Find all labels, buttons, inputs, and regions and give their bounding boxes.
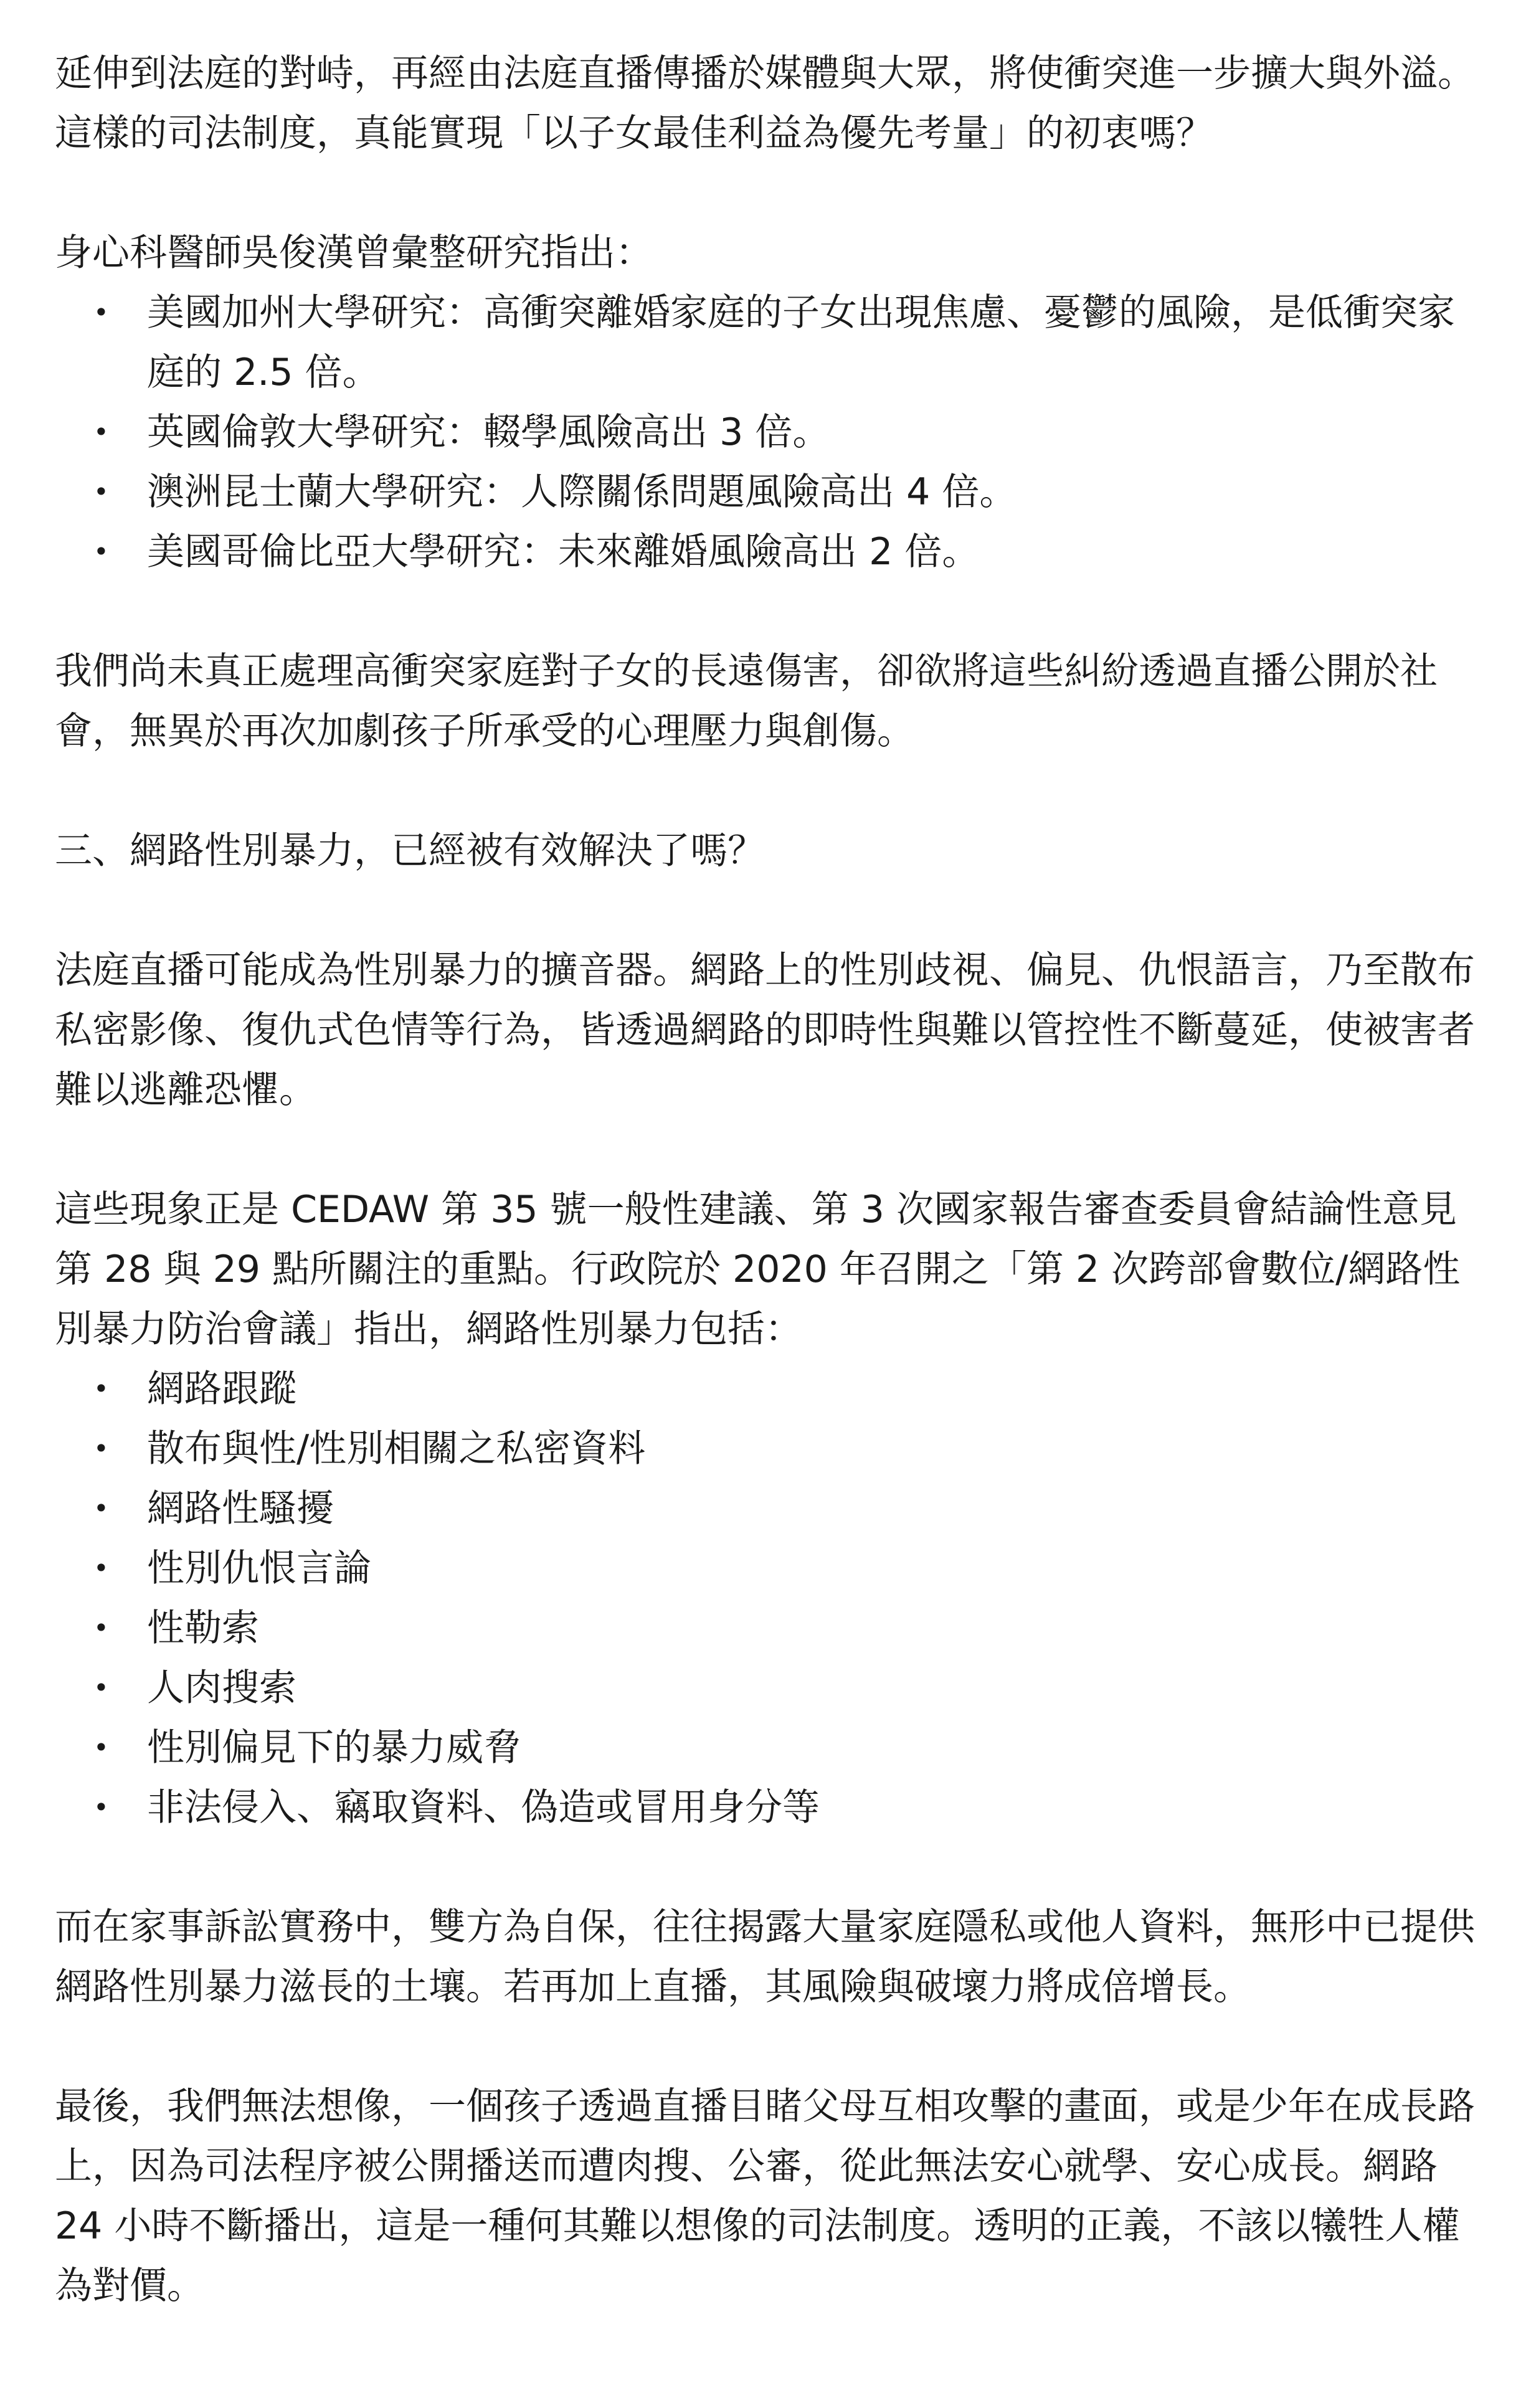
- list-item-text: 美國加州大學研究：高衝突離婚家庭的子女出現焦慮、憂鬱的風險，是低衝突家庭的 2.5 倍。: [147, 291, 1455, 394]
- list-item: [55, 1718, 1481, 1778]
- study-list: [55, 283, 1481, 582]
- list-item-text: 性別仇恨言論: [147, 1547, 371, 1590]
- paragraph-gap: [55, 2017, 1481, 2077]
- bullet-icon: •: [93, 1373, 109, 1404]
- list-item: [55, 1778, 1481, 1837]
- bullet-icon: •: [93, 1493, 109, 1524]
- paragraph-gap: [55, 761, 1481, 821]
- bullet-icon: •: [93, 1732, 109, 1763]
- list-item: [55, 1538, 1481, 1598]
- list-item: [55, 1658, 1481, 1718]
- bullet-icon: •: [93, 536, 109, 567]
- list-item-text: 性勒索: [147, 1606, 259, 1650]
- violence-list: [55, 1359, 1481, 1837]
- list-item: [55, 1598, 1481, 1658]
- bullet-icon: •: [93, 1792, 109, 1823]
- list-item-text: 散布與性/性別相關之私密資料: [147, 1427, 646, 1471]
- bullet-icon: •: [93, 1613, 109, 1643]
- list-item-text: 性別偏見下的暴力威脅: [147, 1726, 521, 1770]
- list-item: [55, 522, 1481, 582]
- list-item: [55, 1479, 1481, 1538]
- paragraph-research-intro: 身心科醫師吳俊漢曾彙整研究指出：: [55, 231, 653, 275]
- paragraph-gap: [55, 582, 1481, 642]
- paragraph-amplifier: 法庭直播可能成為性別暴力的擴音器。網路上的性別歧視、偏見、仇恨語言，乃至散布私密影像、復仇式色情等行為，皆透過網路的即時性與難以管控性不斷蔓延，使被害者難以逃離恐懼。: [55, 949, 1475, 1112]
- paragraph-intro: 延伸到法庭的對峙，再經由法庭直播傳播於媒體與大眾，將使衝突進一步擴大與外溢。這樣的司法制度，真能實現「以子女最佳利益為優先考量」的初衷嗎？: [55, 52, 1475, 155]
- paragraph-conclusion: 最後，我們無法想像，一個孩子透過直播目睹父母互相攻擊的畫面，或是少年在成長路上，因為司法程序被公開播送而遭肉搜、公審，從此無法安心就學、安心成長。網路 24 小時不斷播出，這是一種何其難以想像的司法制度。透明的正義，不該以犧牲人權為對價。: [55, 2085, 1475, 2308]
- paragraph-gap: [55, 163, 1481, 223]
- bullet-icon: •: [93, 297, 109, 328]
- list-item: [55, 402, 1481, 462]
- bullet-icon: •: [93, 1672, 109, 1703]
- list-item: [55, 462, 1481, 522]
- list-item-text: 網路性騷擾: [147, 1487, 334, 1530]
- paragraph-family-litigation: 而在家事訴訟實務中，雙方為自保，往往揭露大量家庭隱私或他人資料，無形中已提供網路性別暴力滋長的土壤。若再加上直播，其風險與破壞力將成倍增長。: [55, 1905, 1475, 2009]
- paragraph-gap: [55, 1120, 1481, 1180]
- paragraph-gap: [55, 881, 1481, 941]
- list-item: [55, 1359, 1481, 1419]
- bullet-icon: •: [93, 1433, 109, 1464]
- list-item-text: 澳洲昆士蘭大學研究：人際關係問題風險高出 4 倍。: [147, 470, 1017, 514]
- document-page: [55, 44, 1481, 2316]
- list-item: [55, 1419, 1481, 1479]
- bullet-icon: •: [93, 1553, 109, 1583]
- paragraph-gap: [55, 1837, 1481, 1897]
- list-item: [55, 283, 1481, 402]
- paragraph-cedaw: 這些現象正是 CEDAW 第 35 號一般性建議、第 3 次國家報告審查委員會結論性意見第 28 與 29 點所關注的重點。行政院於 2020 年召開之「第 2 次跨部會數位/網路性別暴力防治會議」指出，網路性別暴力包括：: [55, 1188, 1461, 1351]
- list-item-text: 人肉搜索: [147, 1666, 296, 1710]
- list-item-text: 美國哥倫比亞大學研究：未來離婚風險高出 2 倍。: [147, 530, 980, 574]
- list-item-text: 網路跟蹤: [147, 1367, 296, 1411]
- section-heading: 三、網路性別暴力，已經被有效解決了嗎？: [55, 829, 765, 873]
- paragraph-harm: 我們尚未真正處理高衝突家庭對子女的長遠傷害，卻欲將這些糾紛透過直播公開於社會，無異於再次加劇孩子所承受的心理壓力與創傷。: [55, 650, 1438, 753]
- list-item-text: 非法侵入、竊取資料、偽造或冒用身分等: [147, 1786, 820, 1829]
- bullet-icon: •: [93, 417, 109, 447]
- bullet-icon: •: [93, 476, 109, 507]
- list-item-text: 英國倫敦大學研究：輟學風險高出 3 倍。: [147, 410, 830, 454]
